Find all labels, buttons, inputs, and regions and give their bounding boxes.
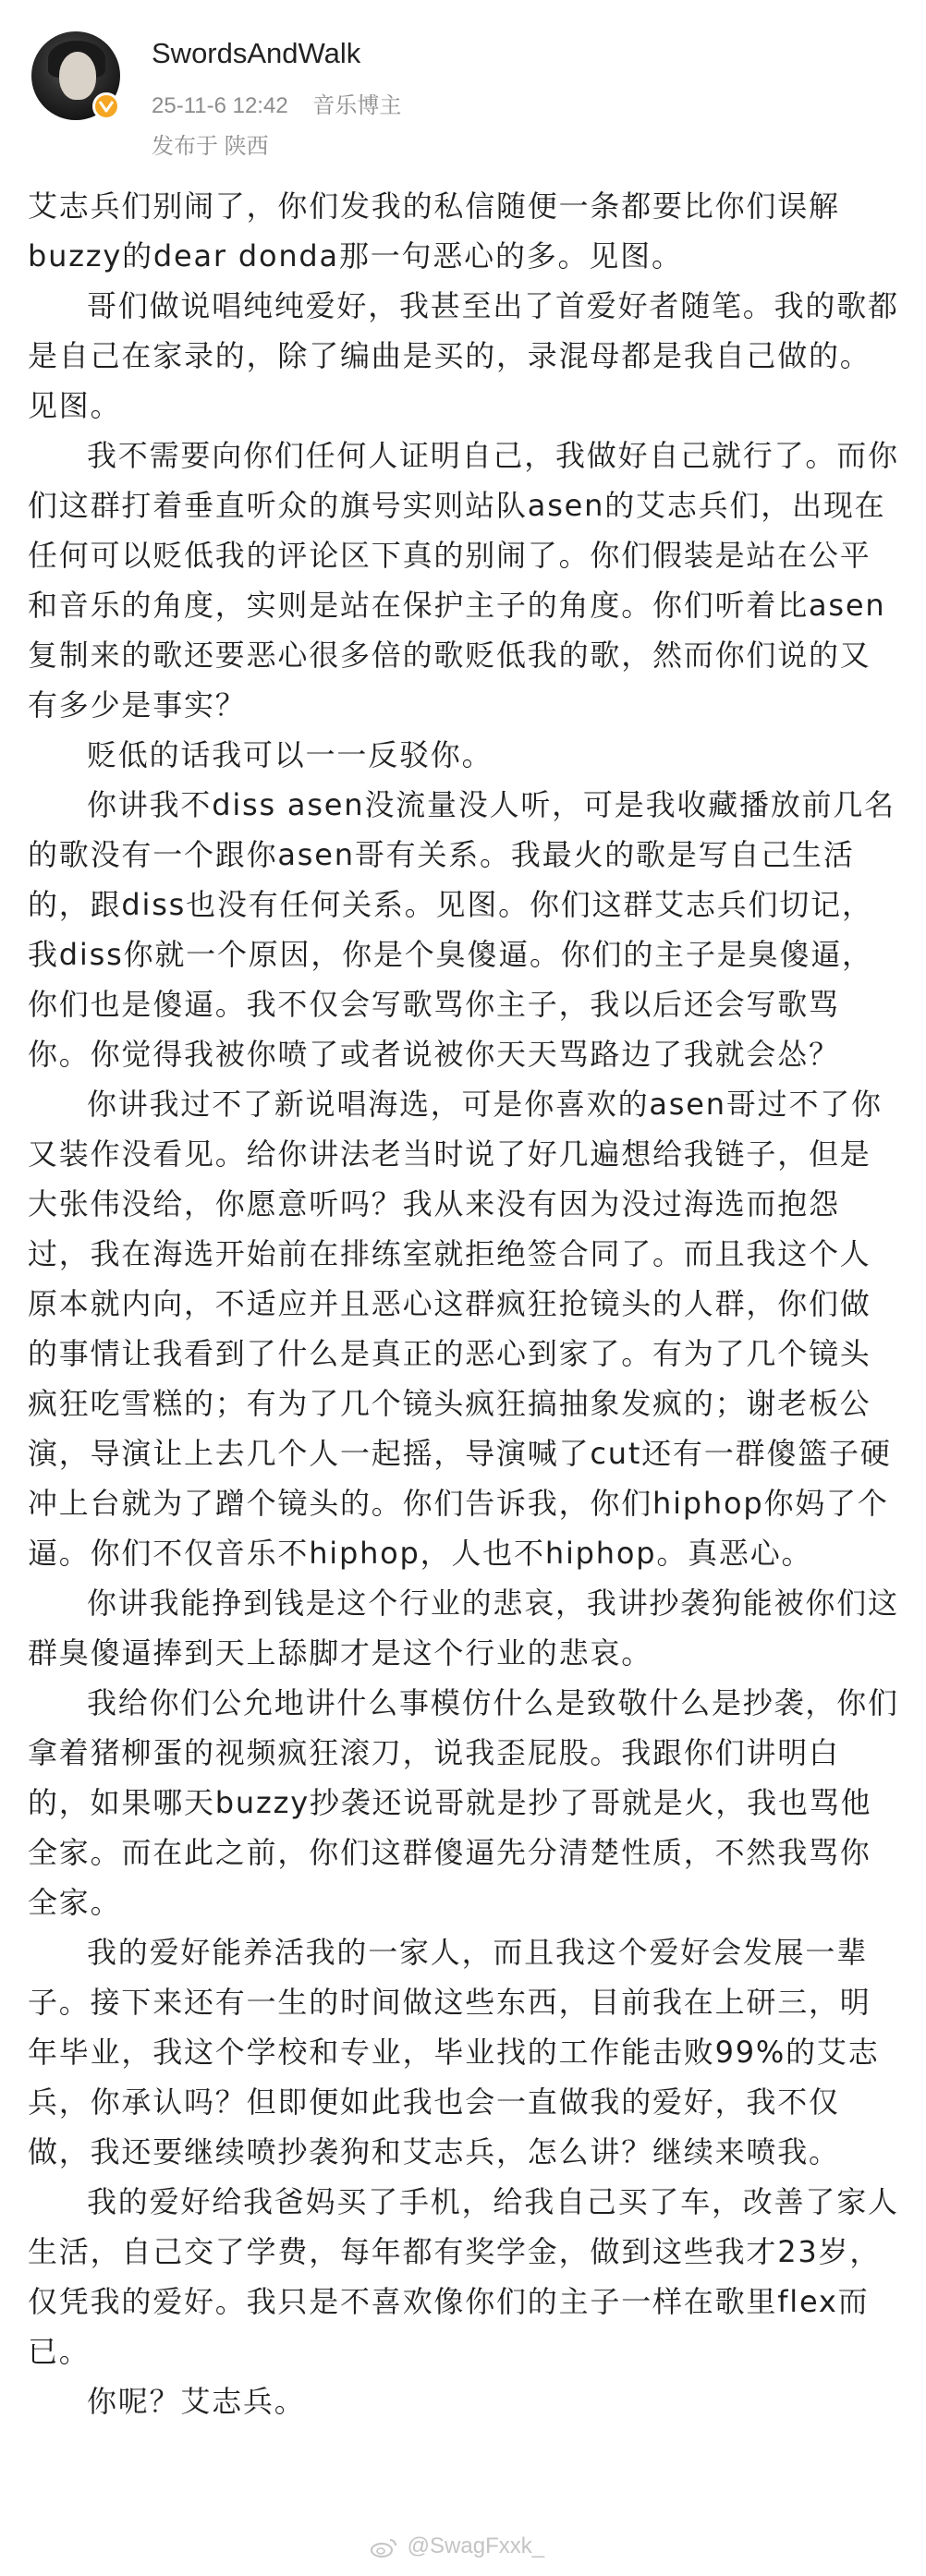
paragraph: 我的爱好给我爸妈买了手机，给我自己买了车，改善了家人生活，自己交了学费，每年都有奖学金，做到这些我才23岁，仅凭我的爱好。我只是不喜欢像你们的主子一样在歌里flex而已。 [28,2184,899,2369]
watermark-text: @SwagFxxk_ [407,2533,545,2558]
watermark [370,2533,544,2559]
paragraph: 我给你们公允地讲什么事模仿什么是致敬什么是抄袭，你们拿着猪柳蛋的视频疯狂滚刀，说我歪屁股。我跟你们讲明白的，如果哪天buzzy抄袭还说哥就是抄了哥就是火，我也骂他全家。而在此之前，你们这群傻逼先分清楚性质，不然我骂你全家。 [28,1685,899,1920]
paragraph: 你讲我不diss asen没流量没人听，可是我收藏播放前几名的歌没有一个跟你asen哥有关系。我最火的歌是写自己生活的，跟diss也没有任何关系。见图。你们这群艾志兵们切记，我diss你就一个原因，你是个臭傻逼。你们的主子是臭傻逼，你们也是傻逼。我不仅会写歌骂你主子，我以后还会写歌骂你。你觉得我被你喷了或者说被你天天骂路边了我就会怂？ [28,787,896,1072]
post-header [0,0,926,162]
post-meta [152,87,420,119]
verified-badge-icon [92,92,120,120]
post-content [28,181,900,2426]
paragraph: 你讲我过不了新说唱海选，可是你喜欢的asen哥过不了你又装作没看见。给你讲法老当时说了好几遍想给我链子，但是大张伟没给，你愿意听吗？我从来没有因为没过海选而抱怨过，我在海选开始前在排练室就拒绝签合同了。而且我这个人原本就内向，不适应并且恶心这群疯狂抢镜头的人群，你们做的事情让我看到了什么是真正的恶心到家了。有为了几个镜头疯狂吃雪糕的；有为了几个镜头疯狂搞抽象发疯的；谢老板公演，导演让上去几个人一起摇，导演喊了cut还有一群傻篮子硬冲上台就为了蹭个镜头的。你们告诉我，你们hiphop你妈了个逼。你们不仅音乐不hiphop，人也不hiphop。真恶心。 [28,1087,892,1571]
paragraph: 贬低的话我可以一一反驳你。 [87,737,493,772]
paragraph: 你讲我能挣到钱是这个行业的悲哀，我讲抄袭狗能被你们这群臭傻逼捧到天上舔脚才是这个行业的悲哀。 [28,1586,899,1671]
avatar-face [59,52,96,100]
weibo-logo-icon [370,2537,397,2558]
paragraph: 我的爱好能养活我的一家人，而且我这个爱好会发展一辈子。接下来还有一生的时间做这些东西，目前我在上研三，明年毕业，我这个学校和专业，毕业找的工作能击败99%的艾志兵，你承认吗？但即便如此我也会一直做我的爱好，我不仅做，我还要继续喷抄袭狗和艾志兵，怎么讲？继续来喷我。 [28,1935,880,2169]
v-check-icon [99,100,114,113]
username-link[interactable]: SwordsAndWalk [152,37,361,69]
post-time: 25-11-6 12:42 [152,93,288,118]
paragraph: 你呢？艾志兵。 [87,2384,306,2419]
paragraph: 哥们做说唱纯纯爱好，我甚至出了首爱好者随笔。我的歌都是自己在家录的，除了编曲是买的，录混母都是我自己做的。见图。 [28,288,899,423]
paragraph: 我不需要向你们任何人证明自己，我做好自己就行了。而你们这群打着垂直听众的旗号实则站队asen的艾志兵们，出现在任何可以贬低我的评论区下真的别闹了。你们假装是站在公平和音乐的角度，实则是站在保护主子的角度。你们听着比asen复制来的歌还要恶心很多倍的歌贬低我的歌，然而你们说的又有多少是事实？ [28,438,899,723]
post-location: 发布于 陕西 [152,134,269,159]
blogger-tag: 音乐博主 [312,93,402,118]
paragraph: 艾志兵们别闹了，你们发我的私信随便一条都要比你们误解buzzy的dear donda那一句恶心的多。见图。 [28,188,840,273]
